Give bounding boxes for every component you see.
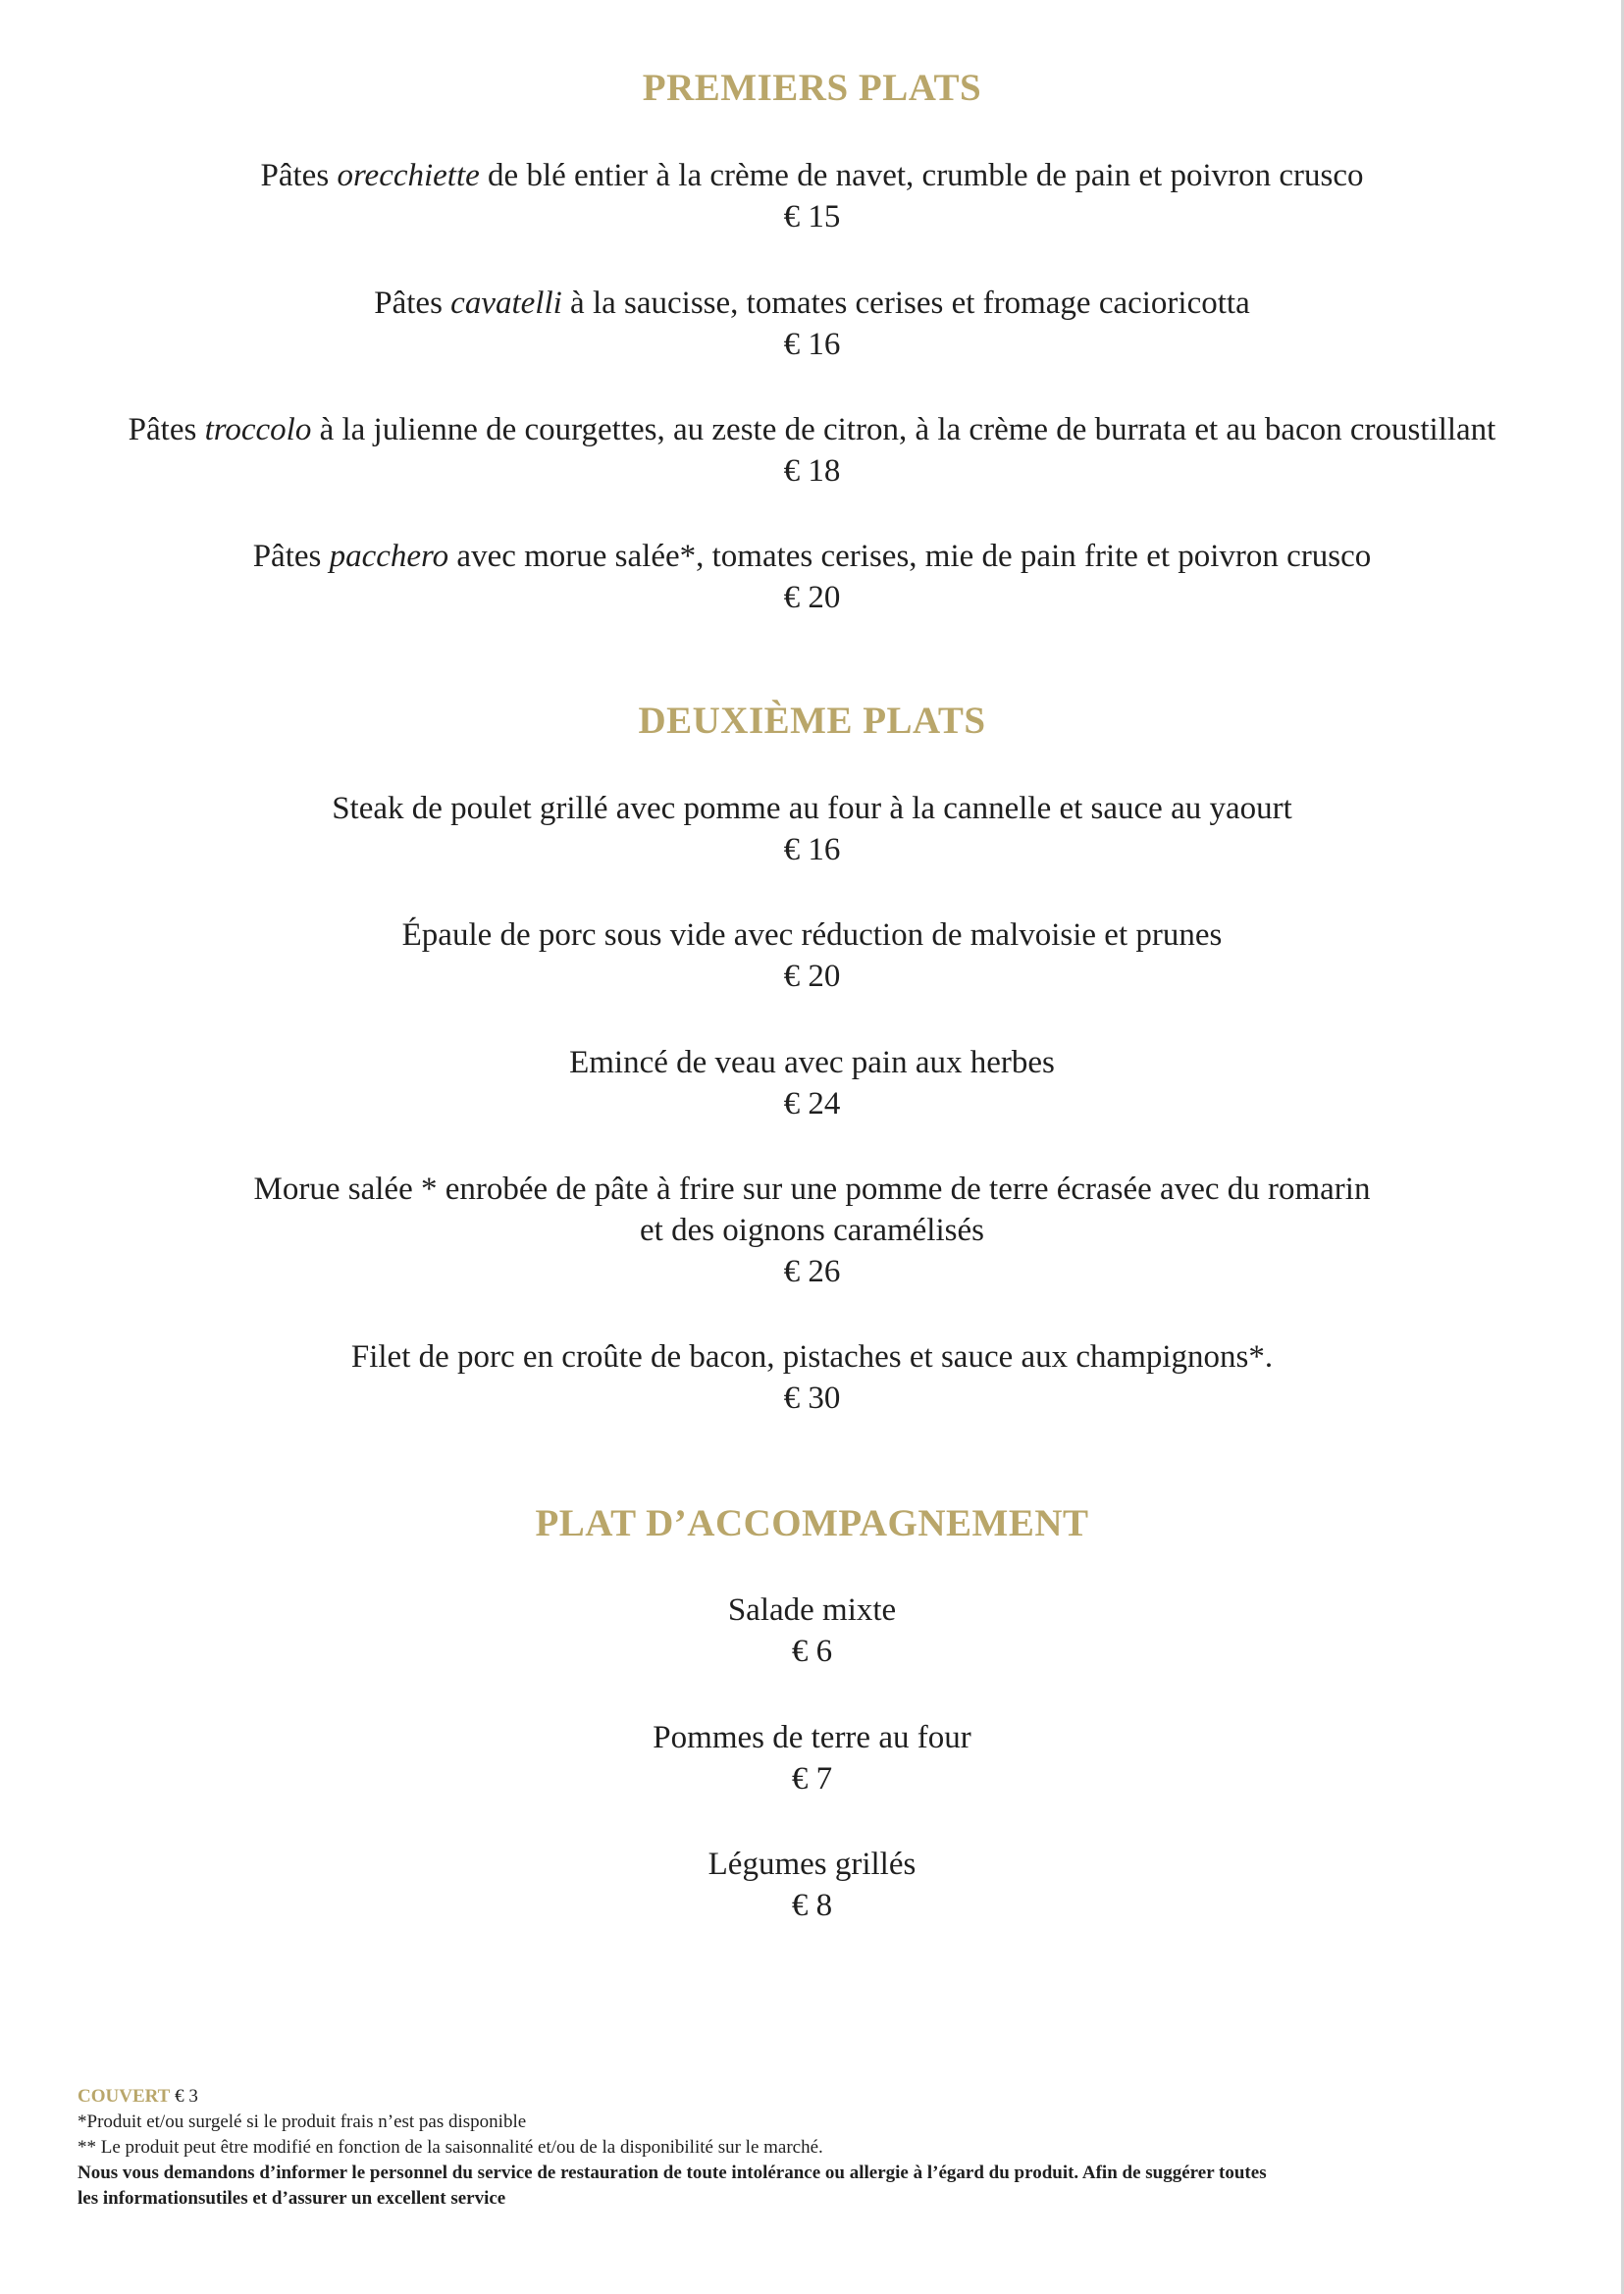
pasta-name: pacchero: [329, 539, 449, 574]
allergy-notice: Nous vous demandons d’informer le personnel du service de restauration de toute intolérance ou allergie à l’égard du produit. Afin de suggérer toutes: [78, 2163, 1267, 2183]
dish-description: Pâtes troccolo à la julienne de courgettes, au zeste de citron, à la crème de burrata et au bacon croustillant: [128, 412, 1496, 447]
dish-description: Pâtes orecchiette de blé entier à la crème de navet, crumble de pain et poivron crusco: [260, 158, 1364, 193]
pasta-name: troccolo: [204, 412, 312, 447]
allergy-notice-continued: les informationsutiles et d’assurer un excellent service: [78, 2188, 506, 2209]
dish-price: € 8: [791, 1888, 833, 1923]
section-heading-plat-accompagnement: PLAT D’ACCOMPAGNEMENT: [535, 1502, 1089, 1544]
dish-price: € 7: [791, 1761, 833, 1797]
menu-item: [0, 283, 1624, 365]
frozen-note: *Produit et/ou surgelé si le produit frais n’est pas disponible: [78, 2112, 527, 2132]
menu-item: [0, 1042, 1624, 1124]
dish-price: € 15: [783, 199, 841, 235]
menu-item: [0, 914, 1624, 997]
dish-price: € 30: [783, 1381, 841, 1416]
dish-description: Filet de porc en croûte de bacon, pistaches et sauce aux champignons*.: [350, 1339, 1274, 1375]
dish-description: Emincé de veau avec pain aux herbes: [569, 1045, 1055, 1080]
dish-price: € 24: [783, 1086, 841, 1121]
section-heading-premiers-plats: PREMIERS PLATS: [642, 67, 982, 109]
pasta-name: orecchiette: [337, 158, 480, 193]
dish-description: Pâtes cavatelli à la saucisse, tomates cerises et fromage cacioricotta: [374, 286, 1250, 321]
dish-price: € 20: [783, 580, 841, 615]
dish-price: € 16: [783, 832, 841, 867]
menu-item: [0, 1590, 1624, 1672]
couvert-price: € 3: [175, 2086, 198, 2107]
couvert-line: [78, 2084, 1569, 2110]
dish-description: Épaule de porc sous vide avec réduction de malvoisie et prunes: [401, 917, 1223, 953]
dish-description: Morue salée * enrobée de pâte à frire sur une pomme de terre écrasée avec du romarin: [253, 1172, 1371, 1207]
menu-item: [0, 788, 1624, 870]
pasta-name: cavatelli: [450, 286, 562, 321]
dish-description: Pâtes pacchero avec morue salée*, tomates cerises, mie de pain frite et poivron crusco: [252, 539, 1372, 574]
dish-price: € 18: [783, 453, 841, 489]
menu-item: [0, 536, 1624, 618]
dish-description: Steak de poulet grillé avec pomme au four à la cannelle et sauce au yaourt: [332, 791, 1292, 826]
dish-price: € 20: [783, 959, 841, 994]
menu-item: [0, 1717, 1624, 1799]
couvert-label: COUVERT: [78, 2086, 171, 2107]
dish-description-continued: et des oignons caramélisés: [640, 1213, 984, 1248]
seasonality-note: ** Le produit peut être modifié en fonction de la saisonnalité et/ou de la disponibilité sur le marché.: [78, 2137, 823, 2158]
dish-description: Pommes de terre au four: [653, 1720, 971, 1755]
section-heading-deuxieme-plats: DEUXIÈME PLATS: [638, 700, 986, 742]
menu-item: [0, 1844, 1624, 1926]
dish-price: € 16: [783, 327, 841, 362]
dish-description: Légumes grillés: [707, 1847, 917, 1882]
menu-item: [0, 1336, 1624, 1419]
menu-item: [0, 155, 1624, 237]
dish-price: € 26: [783, 1254, 841, 1289]
footer-notes: [78, 2084, 1569, 2212]
menu-item: [0, 1169, 1624, 1292]
dish-description: Salade mixte: [727, 1592, 897, 1628]
menu-item: [0, 409, 1624, 492]
dish-price: € 6: [791, 1634, 833, 1669]
